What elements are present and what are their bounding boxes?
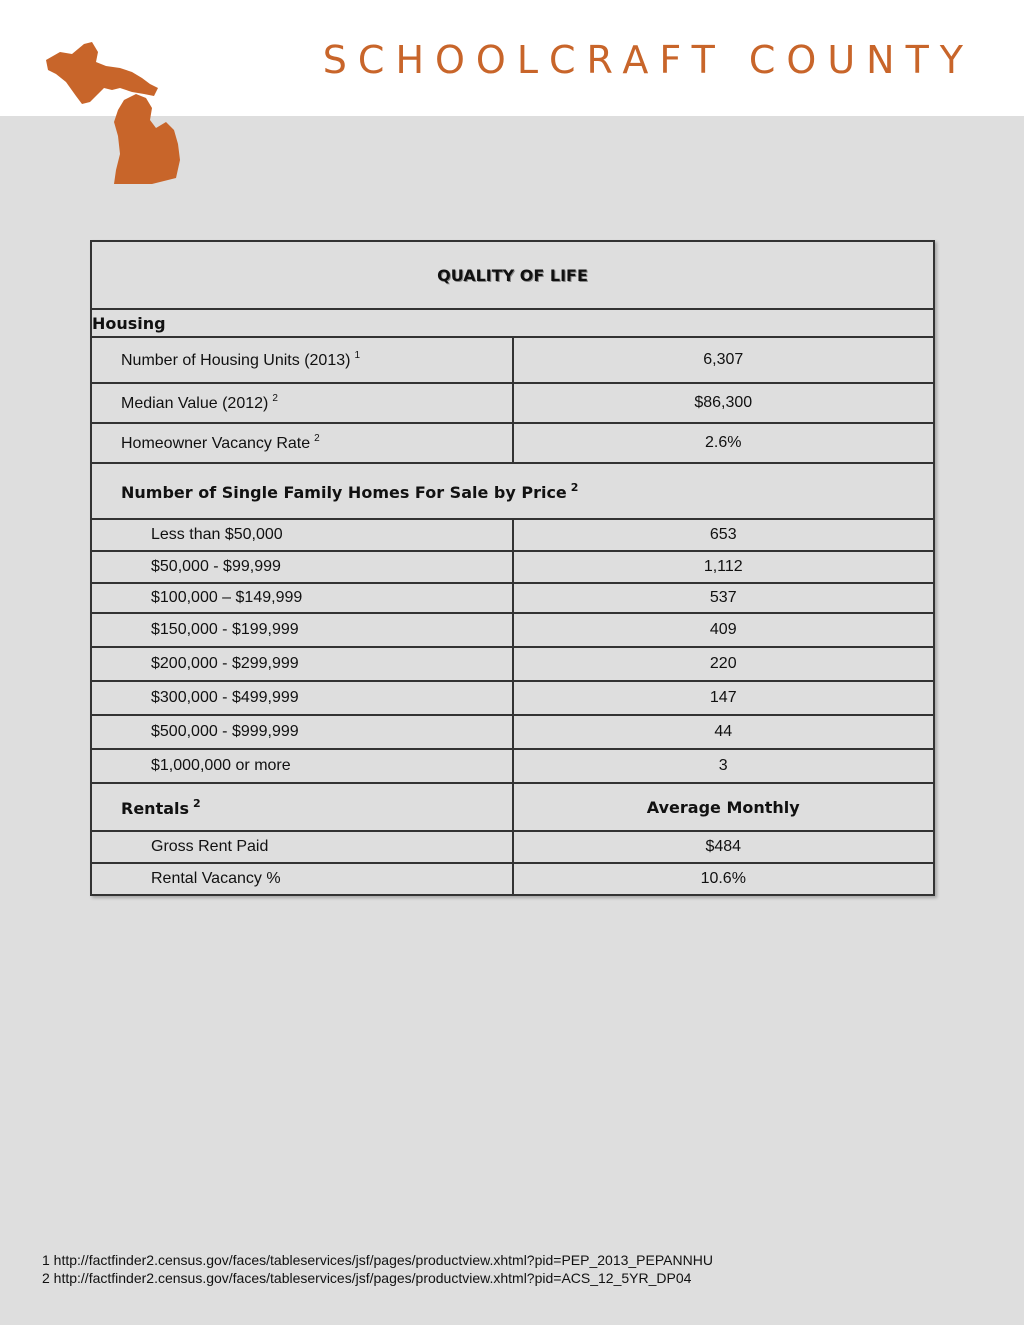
row-label: Median Value (2012) $^2$ — [91, 383, 513, 423]
table-row — [91, 613, 934, 647]
price-range-label: $500,000 - $999,999 — [91, 715, 513, 749]
table-row — [91, 519, 934, 551]
price-range-label: Less than $50,000 — [91, 519, 513, 551]
row-value: 6,307 — [513, 337, 935, 383]
price-range-label: $1,000,000 or more — [91, 749, 513, 783]
rentals-heading: Rentals $^2$ — [91, 783, 513, 831]
row-value: 2.6% — [513, 423, 935, 463]
table-row — [91, 383, 934, 423]
rental-value: $484 — [513, 831, 935, 863]
row-value: $86,300 — [513, 383, 935, 423]
rental-label: Rental Vacancy % — [91, 863, 513, 895]
homes-count: 653 — [513, 519, 935, 551]
homes-count: 409 — [513, 613, 935, 647]
homes-count: 44 — [513, 715, 935, 749]
price-range-label: $200,000 - $299,999 — [91, 647, 513, 681]
homes-count: 1,112 — [513, 551, 935, 583]
footnote-1: 1 http://factfinder2.census.gov/faces/tableservices/jsf/pages/productview.xhtml?pid=PEP_2013_PEPANNHU — [42, 1252, 713, 1268]
price-range-label: $100,000 – $149,999 — [91, 583, 513, 613]
rental-value: 10.6% — [513, 863, 935, 895]
section-housing: Housing — [91, 309, 934, 337]
quality-of-life-table — [90, 240, 935, 896]
footnotes — [42, 1251, 713, 1287]
table-row — [91, 551, 934, 583]
homes-count: 537 — [513, 583, 935, 613]
footnote-2: 2 http://factfinder2.census.gov/faces/tableservices/jsf/pages/productview.xhtml?pid=ACS_12_5YR_DP04 — [42, 1270, 692, 1286]
table-row — [91, 749, 934, 783]
table-row — [91, 647, 934, 681]
table-row — [91, 337, 934, 383]
table-row — [91, 831, 934, 863]
row-label: Homeowner Vacancy Rate $^2$ — [91, 423, 513, 463]
michigan-map-icon — [40, 38, 192, 188]
table-row — [91, 423, 934, 463]
homes-count: 147 — [513, 681, 935, 715]
homes-count: 3 — [513, 749, 935, 783]
price-range-label: $150,000 - $199,999 — [91, 613, 513, 647]
price-range-label: $50,000 - $99,999 — [91, 551, 513, 583]
homes-count: 220 — [513, 647, 935, 681]
rental-label: Gross Rent Paid — [91, 831, 513, 863]
rentals-column-heading: Average Monthly — [513, 783, 935, 831]
table-row — [91, 583, 934, 613]
table-row — [91, 715, 934, 749]
table-row — [91, 681, 934, 715]
homes-for-sale-heading: Number of Single Family Homes For Sale by Price $^2$ — [91, 463, 934, 519]
row-label: Number of Housing Units (2013) $^1$ — [91, 337, 513, 383]
table-row — [91, 863, 934, 895]
county-title: SCHOOLCRAFT COUNTY — [322, 38, 974, 82]
table-title: QUALITY OF LIFE — [91, 241, 934, 309]
price-range-label: $300,000 - $499,999 — [91, 681, 513, 715]
